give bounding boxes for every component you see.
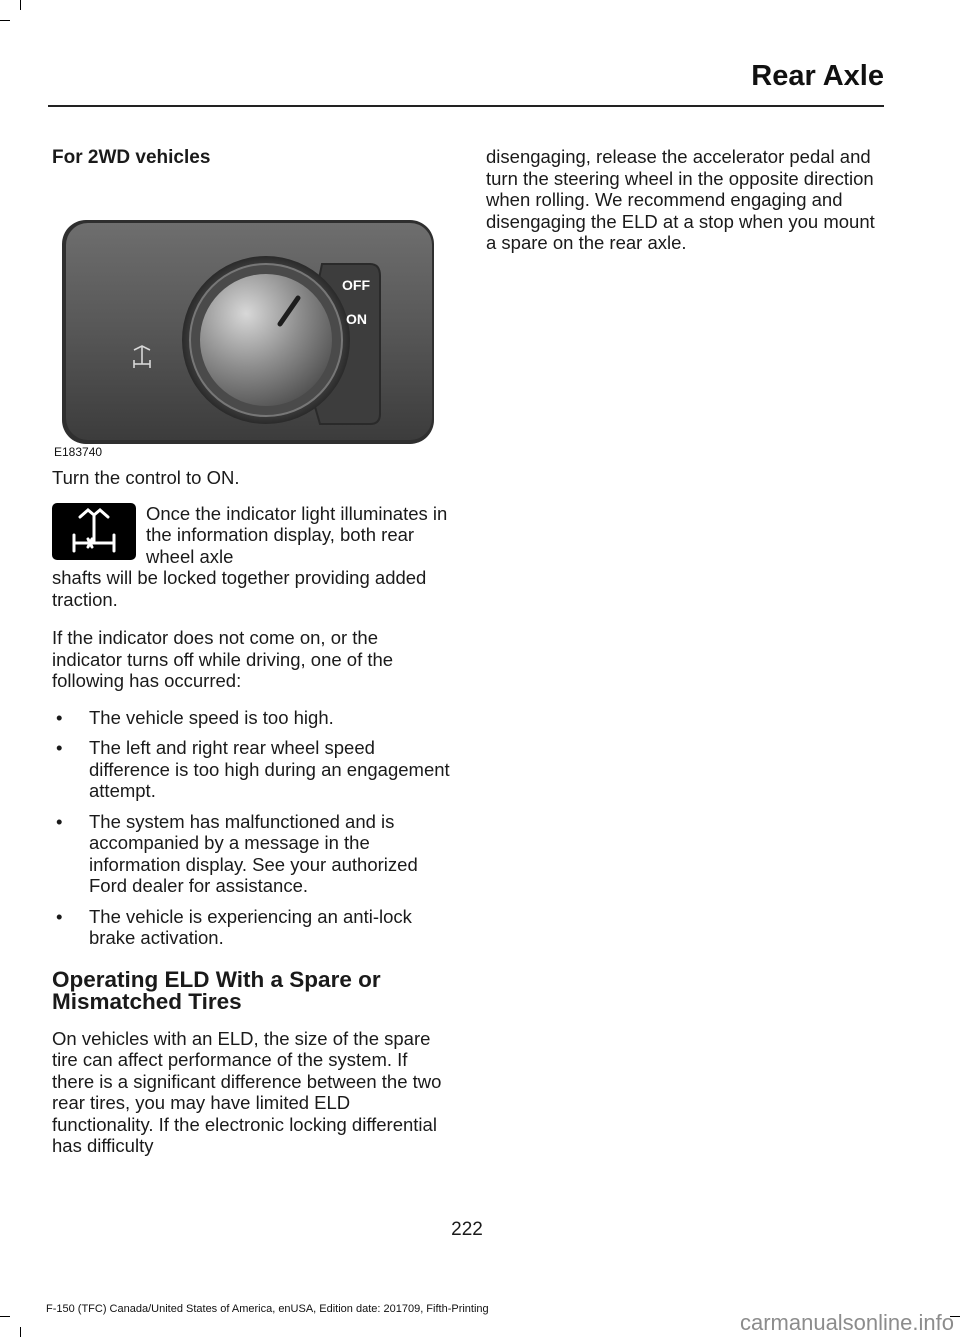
- bullet: •: [56, 810, 63, 832]
- continued-para: disengaging, release the accelerator pedal and turn the steering wheel in the opposite direction when rolling. We recommend engaging and disengaging the ELD at a stop when you mount a spare on the rear axle.: [486, 146, 875, 253]
- turn-control-text: Turn the control to ON.: [52, 467, 240, 488]
- crop-mark: [20, 1327, 21, 1337]
- indicator-block: [52, 503, 452, 611]
- list-item: • The vehicle speed is too high.: [56, 706, 334, 728]
- off-label: OFF: [342, 277, 370, 293]
- section-heading: Operating ELD With a Spare or Mismatched Tires: [52, 966, 381, 1014]
- edition-info: F-150 (TFC) Canada/United States of America, enUSA, Edition date: 201709, Fifth-Printing: [46, 1303, 489, 1315]
- page-title: Rear Axle: [751, 60, 884, 92]
- crop-mark: [0, 1316, 10, 1317]
- header-divider: [48, 105, 884, 107]
- control-knob-illustration: [52, 192, 436, 459]
- list-item: • The left and right rear wheel speed difference is too high during an engagement attempt.: [56, 737, 450, 801]
- crop-mark: [20, 0, 21, 10]
- watermark: carmanualsonline.info: [739, 1310, 954, 1335]
- right-column: [486, 146, 886, 254]
- bullet: •: [56, 706, 63, 728]
- list-item: • The system has malfunctioned and is accompanied by a message in the information display. See your authorized Ford dealer for assistance.: [56, 810, 418, 896]
- figure-id: E183740: [54, 445, 103, 459]
- page-number: 222: [451, 1219, 483, 1240]
- on-label: ON: [346, 311, 367, 327]
- axle-lock-indicator-icon: [52, 503, 136, 560]
- left-column: [52, 146, 452, 1157]
- control-knob-figure: [52, 192, 436, 459]
- bullet: •: [56, 905, 63, 927]
- indicator-para-wrap: Once the indicator light illuminates in the information display, both rear wheel axle: [146, 502, 448, 567]
- section-para: On vehicles with an ELD, the size of the spare tire can affect performance of the system. If there is a significant difference between the two rear tires, you may have limited ELD functionality. If the electronic locking differential has difficulty: [52, 1027, 442, 1156]
- bullet: •: [56, 737, 63, 758]
- subheading: For 2WD vehicles: [52, 147, 211, 168]
- indicator-para-rest: shafts will be locked together providing added traction.: [52, 567, 427, 610]
- list-item: • The vehicle is experiencing an anti-lock brake activation.: [56, 905, 412, 948]
- crop-mark: [0, 20, 10, 21]
- conditions-list: [52, 707, 452, 949]
- indicator-not-on-para: If the indicator does not come on, or the indicator turns off while driving, one of the following has occurred:: [52, 627, 394, 691]
